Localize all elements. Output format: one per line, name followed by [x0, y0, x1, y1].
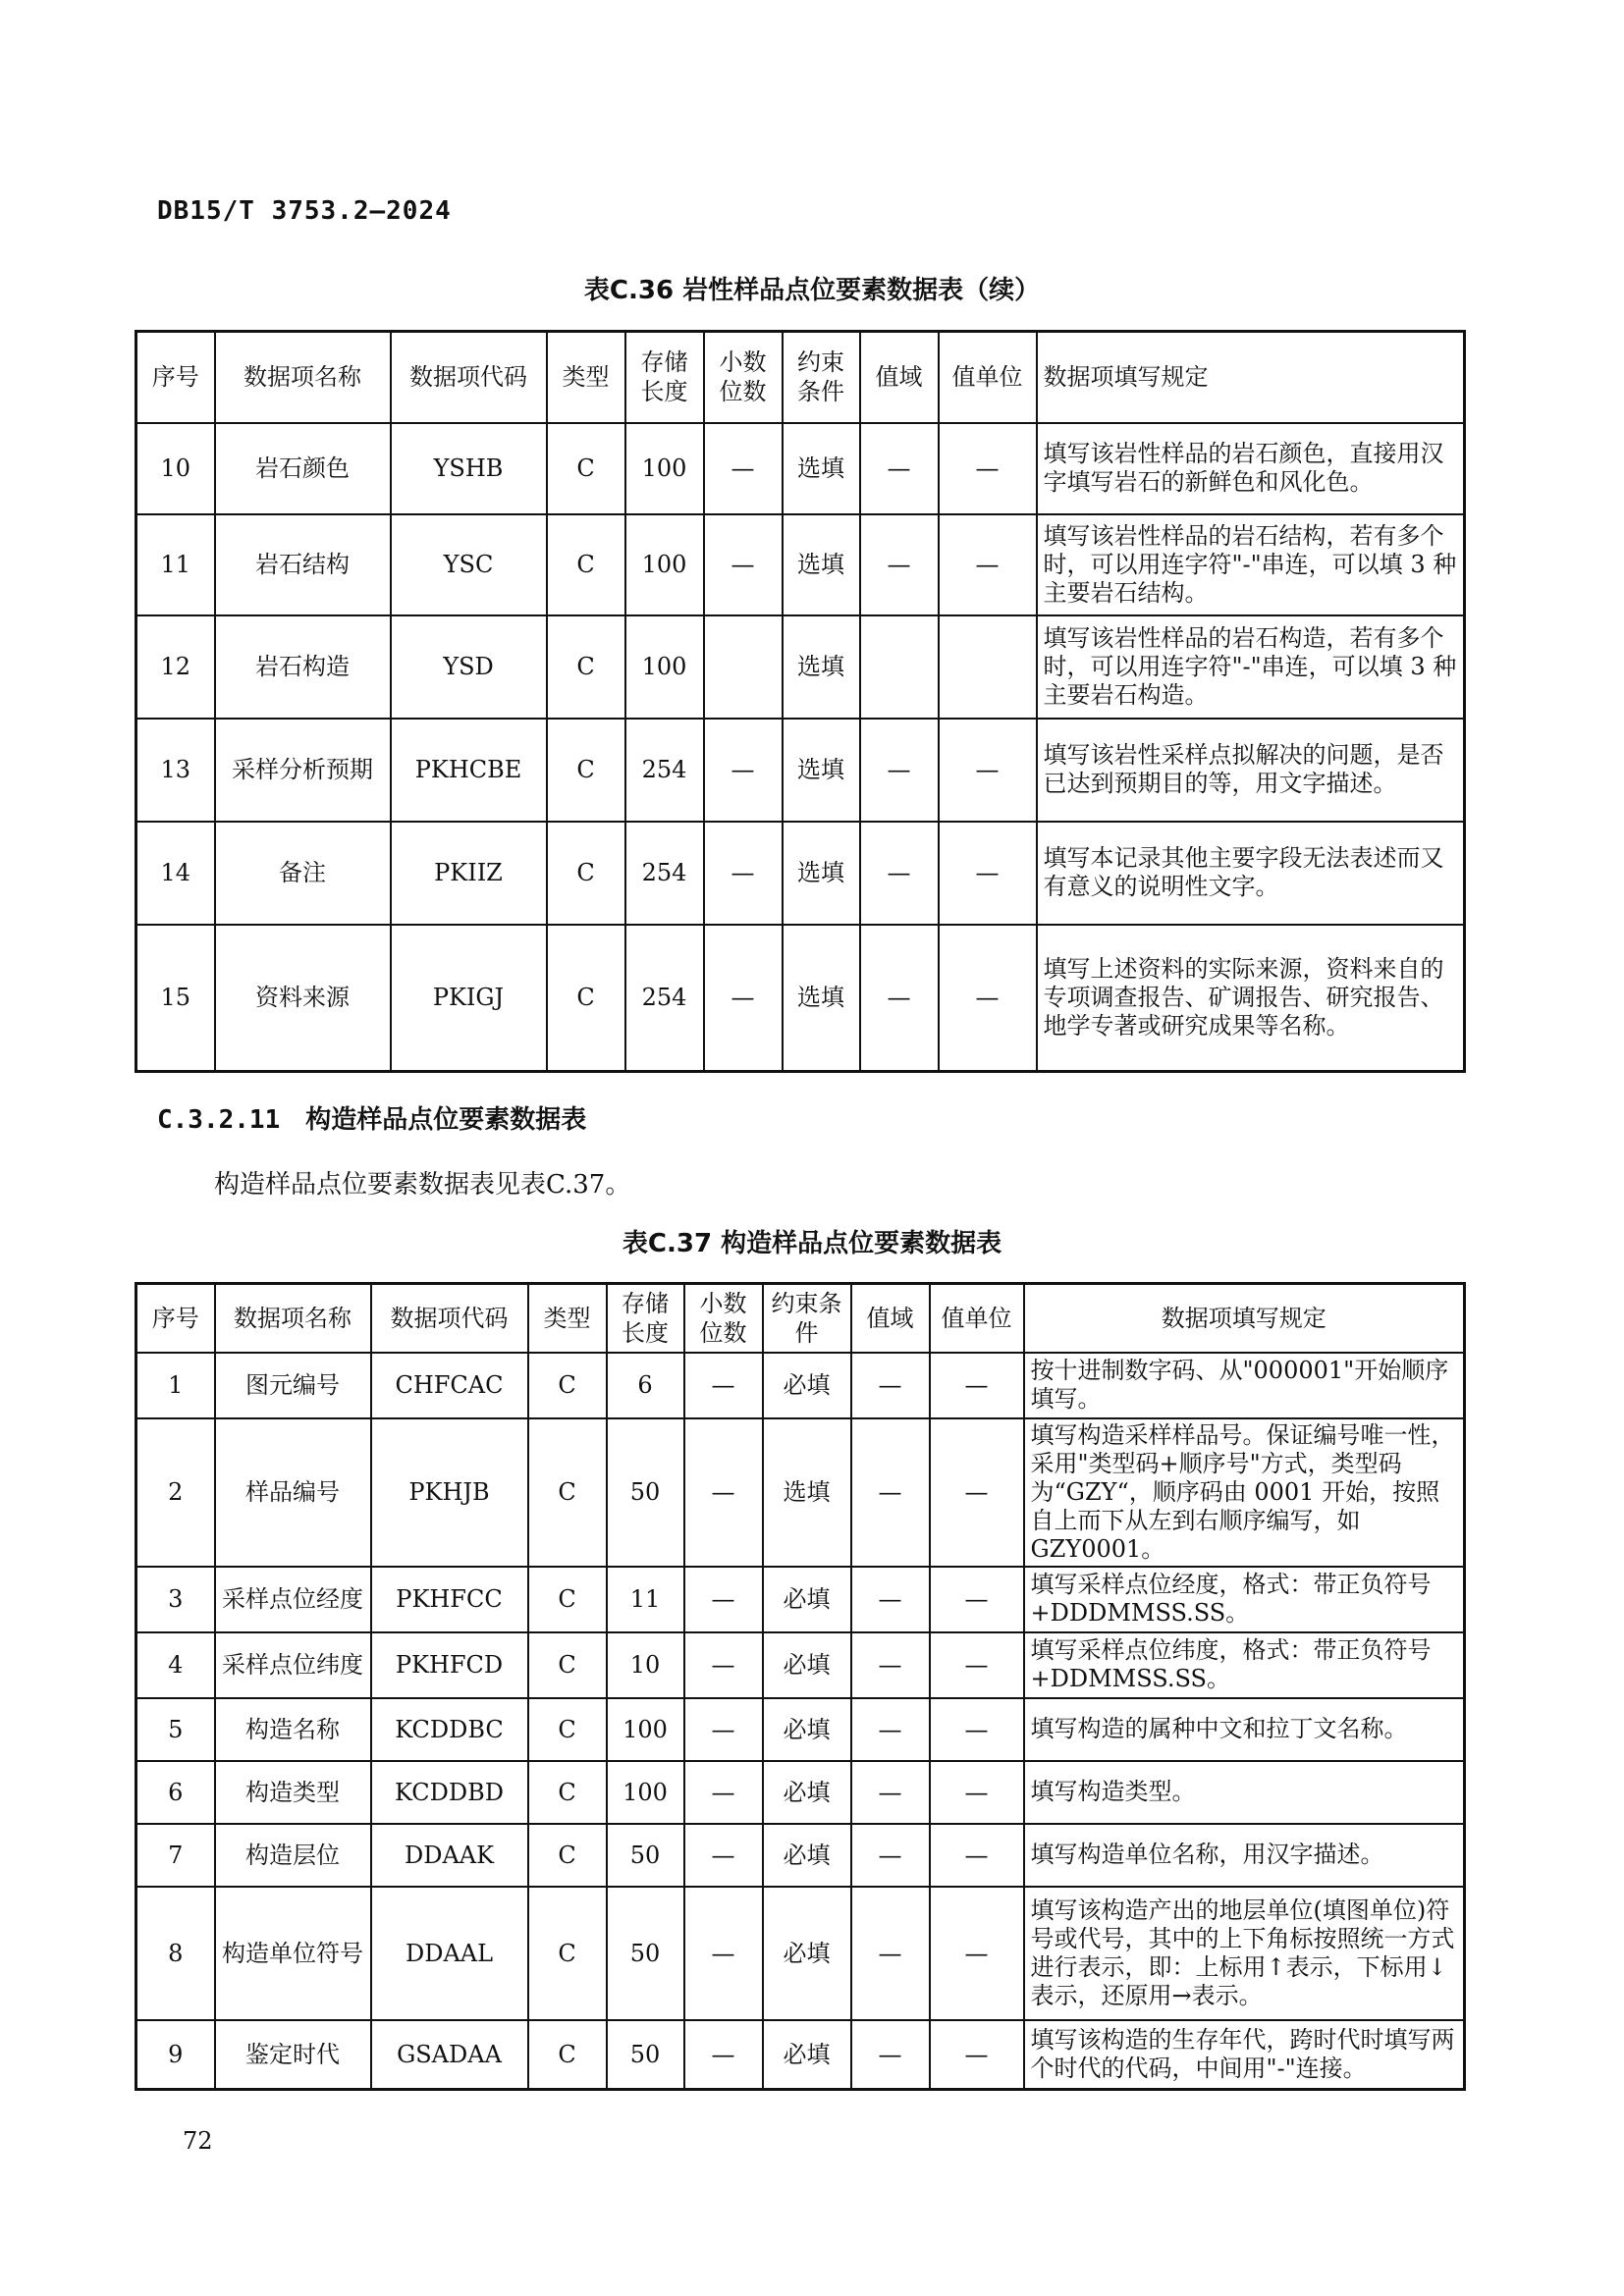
table-cell: —: [860, 514, 939, 615]
table-cell: C: [547, 822, 625, 925]
table-cell: PKHFCD: [371, 1632, 528, 1698]
table-row: [136, 1824, 1465, 1887]
table-cell: 填写采样点位纬度，格式：带正负符号+DDMMSS.SS。: [1024, 1632, 1465, 1698]
table-cell: DDAAL: [371, 1887, 528, 2020]
table-cell: 采样分析预期: [215, 719, 391, 822]
table-cell: 11: [136, 514, 215, 615]
table-cell: YSHB: [391, 423, 547, 514]
column-header: 类型: [528, 1284, 607, 1353]
table-cell: 填写构造类型。: [1024, 1761, 1465, 1824]
column-header: 序号: [136, 1284, 215, 1353]
column-header: 值单位: [939, 332, 1037, 423]
table-cell: 6: [607, 1353, 684, 1418]
table-cell: —: [684, 1567, 763, 1632]
column-header: 数据项代码: [391, 332, 547, 423]
table-cell: C: [528, 1761, 607, 1824]
table-cell: —: [704, 423, 783, 514]
table-cell: 构造层位: [215, 1824, 371, 1887]
table-cell: 254: [625, 925, 704, 1072]
table-cell: PKIIZ: [391, 822, 547, 925]
column-header: 数据项名称: [215, 1284, 371, 1353]
table-cell: 选填: [783, 514, 860, 615]
table-row: [136, 1353, 1465, 1418]
document-code: DB15/T 3753.2—2024: [157, 196, 452, 226]
table-cell: —: [930, 1698, 1024, 1761]
table-cell: GSADAA: [371, 2020, 528, 2090]
table-cell: —: [684, 1761, 763, 1824]
table-cell: 选填: [783, 423, 860, 514]
table-cell: 11: [607, 1567, 684, 1632]
column-header: 数据项名称: [215, 332, 391, 423]
table-cell: 按十进制数字码、从"000001"开始顺序填写。: [1024, 1353, 1465, 1418]
table-cell: 岩石颜色: [215, 423, 391, 514]
table-cell: 资料来源: [215, 925, 391, 1072]
table-cell: 备注: [215, 822, 391, 925]
table-cell: —: [851, 1353, 930, 1418]
table-cell: 填写构造的属种中文和拉丁文名称。: [1024, 1698, 1465, 1761]
table-cell: —: [851, 1761, 930, 1824]
table-cell: —: [930, 1761, 1024, 1824]
table-cell: C: [547, 423, 625, 514]
table-cell: C: [528, 1824, 607, 1887]
table-cell: —: [684, 1887, 763, 2020]
column-header: 存储长度: [607, 1284, 684, 1353]
table-cell: 填写该构造的生存年代，跨时代时填写两个时代的代码，中间用"-"连接。: [1024, 2020, 1465, 2090]
table-cell: 7: [136, 1824, 215, 1887]
column-header: 类型: [547, 332, 625, 423]
table1-caption: 表C.36 岩性样品点位要素数据表（续）: [583, 276, 1041, 305]
table-cell: 100: [607, 1761, 684, 1824]
table-cell: —: [860, 822, 939, 925]
column-header: 值域: [851, 1284, 930, 1353]
table-cell: C: [528, 1887, 607, 2020]
table-cell: —: [684, 1418, 763, 1567]
table-cell: DDAAK: [371, 1824, 528, 1887]
column-header: 约束条件: [783, 332, 860, 423]
table-cell: YSD: [391, 615, 547, 719]
column-header: 存储长度: [625, 332, 704, 423]
table-cell: 填写该岩性样品的岩石结构，若有多个时，可以用连字符"-"串连，可以填 3 种主要岩石结构。: [1037, 514, 1465, 615]
table-cell: —: [851, 1887, 930, 2020]
table-cell: —: [860, 925, 939, 1072]
table-cell: —: [930, 1632, 1024, 1698]
table-row: [136, 925, 1465, 1072]
table-cell: 15: [136, 925, 215, 1072]
table-cell: C: [528, 1418, 607, 1567]
table-cell: 构造名称: [215, 1698, 371, 1761]
table-cell: 选填: [783, 925, 860, 1072]
table-cell: 6: [136, 1761, 215, 1824]
table-cell: 14: [136, 822, 215, 925]
table-cell: KCDDBD: [371, 1761, 528, 1824]
table-cell: —: [930, 1418, 1024, 1567]
table-cell: PKHCBE: [391, 719, 547, 822]
table-cell: 13: [136, 719, 215, 822]
table-cell: CHFCAC: [371, 1353, 528, 1418]
table-cell: —: [704, 822, 783, 925]
table-cell: —: [930, 1824, 1024, 1887]
table-cell: 构造类型: [215, 1761, 371, 1824]
table-cell: 100: [625, 514, 704, 615]
table-cell: C: [547, 719, 625, 822]
section-number: C.3.2.11: [157, 1105, 281, 1135]
table-cell: C: [547, 514, 625, 615]
table-cell: —: [851, 2020, 930, 2090]
table-cell: —: [860, 719, 939, 822]
table-cell: 填写该岩性样品的岩石构造，若有多个时，可以用连字符"-"串连，可以填 3 种主要岩石构造。: [1037, 615, 1465, 719]
table-row: [136, 2020, 1465, 2090]
table-cell: 选填: [783, 822, 860, 925]
column-header: 小数位数: [704, 332, 783, 423]
table-cell: 鉴定时代: [215, 2020, 371, 2090]
table-cell: 填写该岩性采样点拟解决的问题，是否已达到预期目的等，用文字描述。: [1037, 719, 1465, 822]
table-row: [136, 1887, 1465, 2020]
table-cell: 2: [136, 1418, 215, 1567]
table-row: [136, 1418, 1465, 1567]
page-number: 72: [183, 2127, 213, 2155]
table-cell: PKHJB: [371, 1418, 528, 1567]
body-paragraph: 构造样品点位要素数据表见表C.37。: [214, 1170, 631, 1200]
table-cell: —: [930, 2020, 1024, 2090]
table-cell: 填写构造单位名称，用汉字描述。: [1024, 1824, 1465, 1887]
table-row: [136, 423, 1465, 514]
table-cell: 填写本记录其他主要字段无法表述而又有意义的说明性文字。: [1037, 822, 1465, 925]
table-cell: 50: [607, 1418, 684, 1567]
table-row: [136, 1761, 1465, 1824]
section-title: 构造样品点位要素数据表: [305, 1105, 587, 1135]
table-cell: C: [528, 1353, 607, 1418]
table-cell: 填写该构造产出的地层单位(填图单位)符号或代号，其中的上下角标按照统一方式进行表示，即：上标用↑表示，下标用↓表示，还原用→表示。: [1024, 1887, 1465, 2020]
table-row: [136, 1632, 1465, 1698]
table-cell: —: [684, 1632, 763, 1698]
table-cell: —: [851, 1567, 930, 1632]
table-cell: —: [939, 423, 1037, 514]
table-cell: 100: [625, 423, 704, 514]
table-row: [136, 1698, 1465, 1761]
table-cell: 50: [607, 1887, 684, 2020]
table-cell: 必填: [763, 1698, 851, 1761]
column-header: 小数位数: [684, 1284, 763, 1353]
table-cell: —: [684, 1353, 763, 1418]
column-header: 值域: [860, 332, 939, 423]
table-cell: 采样点位纬度: [215, 1632, 371, 1698]
table-cell: 8: [136, 1887, 215, 2020]
section-heading: [157, 1099, 586, 1136]
table-cell: 10: [136, 423, 215, 514]
table-cell: —: [930, 1353, 1024, 1418]
table-cell: 254: [625, 822, 704, 925]
table-cell: 岩石结构: [215, 514, 391, 615]
table-cell: 样品编号: [215, 1418, 371, 1567]
table-row: [136, 615, 1465, 719]
table-cell: —: [704, 719, 783, 822]
table-cell: 必填: [763, 1567, 851, 1632]
table-cell: C: [528, 1567, 607, 1632]
table-cell: KCDDBC: [371, 1698, 528, 1761]
table-cell: YSC: [391, 514, 547, 615]
table2-caption: 表C.37 构造样品点位要素数据表: [622, 1229, 1002, 1258]
table-cell: —: [939, 925, 1037, 1072]
table-cell: C: [528, 2020, 607, 2090]
table-row: [136, 514, 1465, 615]
column-header: 数据项填写规定: [1024, 1284, 1465, 1353]
table-cell: 填写该岩性样品的岩石颜色，直接用汉字填写岩石的新鲜色和风化色。: [1037, 423, 1465, 514]
table-cell: —: [684, 1824, 763, 1887]
table-header-row: [136, 1284, 1465, 1353]
table-cell: 9: [136, 2020, 215, 2090]
table-cell: [860, 615, 939, 719]
table-row: [136, 1567, 1465, 1632]
table-cell: 填写构造采样样品号。保证编号唯一性，采用"类型码+顺序号"方式，类型码为“GZY“，顺序码由 0001 开始，按照自上而下从左到右顺序编写，如 GZY0001。: [1024, 1418, 1465, 1567]
table-cell: —: [930, 1887, 1024, 2020]
table-row: [136, 822, 1465, 925]
table-cell: —: [939, 822, 1037, 925]
table-cell: PKHFCC: [371, 1567, 528, 1632]
table-cell: 50: [607, 1824, 684, 1887]
table-cell: —: [704, 925, 783, 1072]
table-cell: 4: [136, 1632, 215, 1698]
column-header: 值单位: [930, 1284, 1024, 1353]
table-cell: 50: [607, 2020, 684, 2090]
table-cell: 采样点位经度: [215, 1567, 371, 1632]
table-c36: [135, 330, 1466, 1073]
table-row: [136, 719, 1465, 822]
table-cell: 必填: [763, 1632, 851, 1698]
table-header-row: [136, 332, 1465, 423]
table-c37: [135, 1282, 1466, 2091]
table-cell: —: [684, 1698, 763, 1761]
table-cell: C: [528, 1698, 607, 1761]
table-cell: —: [704, 514, 783, 615]
table-cell: 必填: [763, 1887, 851, 2020]
table-cell: [704, 615, 783, 719]
table-cell: 254: [625, 719, 704, 822]
table-cell: [939, 615, 1037, 719]
table-cell: 必填: [763, 1353, 851, 1418]
table-cell: 选填: [783, 719, 860, 822]
table-cell: 必填: [763, 1824, 851, 1887]
table-cell: 3: [136, 1567, 215, 1632]
table-cell: 1: [136, 1353, 215, 1418]
table-cell: —: [939, 719, 1037, 822]
table-cell: C: [528, 1632, 607, 1698]
table-cell: 12: [136, 615, 215, 719]
table-cell: —: [851, 1418, 930, 1567]
table-cell: 100: [625, 615, 704, 719]
table-cell: 选填: [783, 615, 860, 719]
column-header: 序号: [136, 332, 215, 423]
table-cell: —: [851, 1698, 930, 1761]
table-cell: 必填: [763, 2020, 851, 2090]
table-cell: 100: [607, 1698, 684, 1761]
table-cell: 选填: [763, 1418, 851, 1567]
table-cell: 岩石构造: [215, 615, 391, 719]
table-cell: 10: [607, 1632, 684, 1698]
table-cell: 必填: [763, 1761, 851, 1824]
table-cell: —: [939, 514, 1037, 615]
table-cell: 填写采样点位经度，格式：带正负符号+DDDMMSS.SS。: [1024, 1567, 1465, 1632]
table-cell: 构造单位符号: [215, 1887, 371, 2020]
column-header: 约束条件: [763, 1284, 851, 1353]
table-cell: C: [547, 925, 625, 1072]
table-cell: —: [851, 1632, 930, 1698]
table-cell: —: [684, 2020, 763, 2090]
table-cell: —: [860, 423, 939, 514]
table-cell: 图元编号: [215, 1353, 371, 1418]
table-cell: —: [930, 1567, 1024, 1632]
column-header: 数据项填写规定: [1037, 332, 1465, 423]
table-cell: 5: [136, 1698, 215, 1761]
table-cell: 填写上述资料的实际来源，资料来自的专项调查报告、矿调报告、研究报告、地学专著或研究成果等名称。: [1037, 925, 1465, 1072]
table-cell: PKIGJ: [391, 925, 547, 1072]
table-cell: C: [547, 615, 625, 719]
table-cell: —: [851, 1824, 930, 1887]
column-header: 数据项代码: [371, 1284, 528, 1353]
